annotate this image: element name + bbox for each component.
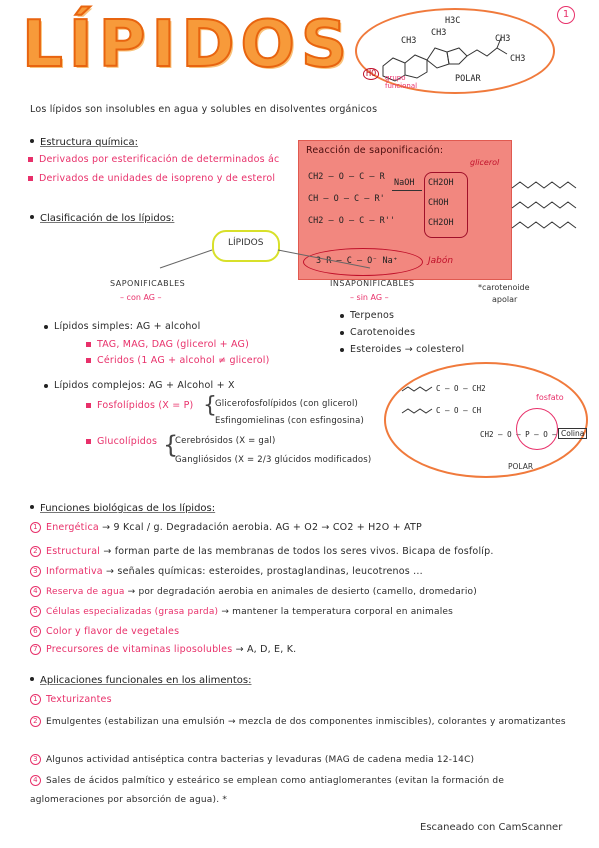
gluco-item: Cerebrósidos (X = gal) [175,436,276,446]
simples-item [86,355,270,366]
brace: { [163,431,179,459]
classification-arrows [130,240,430,300]
simples-line [44,321,200,332]
funcion-item [30,606,453,617]
reactant-line: CH2 – O – C – R [308,172,385,182]
number-badge: 2 [30,716,41,727]
funcion-item [30,522,422,533]
intro-text: Los lípidos son insolubles en agua y solubles en disolventes orgánicos [30,104,378,115]
fatty-acid-chains-drawing [510,178,594,248]
soap-formula: 3 R – C – O⁻ Na⁺ [316,256,398,266]
product-line: CH2OH [428,218,454,228]
lipidos-cloud-label: LÍPIDOS [228,238,264,248]
insap-item-text: Esteroides → colesterol [350,344,465,355]
insap-item [340,327,415,338]
number-badge: 3 [30,754,41,765]
funciones-heading [30,496,215,515]
methyl-label: CH3 [431,28,447,38]
funcion-text: → mantener la temperatura corporal en animales [221,607,454,617]
polar-label: POLAR [455,74,481,84]
funcion-label: Energética [46,522,99,533]
aplicacion-item [30,752,575,769]
reactant-line: CH2 – O – C – R'' [308,216,395,226]
glycerol-label: glicerol [470,158,500,167]
con-ag-label: – con AG – [120,293,162,302]
estructura-item [28,154,279,165]
simples-item-text: Céridos (1 AG + alcohol ≠ glicerol) [97,355,270,366]
hydroxyl-group: HO [363,68,379,80]
estructura-item [28,173,275,184]
page-title: LÍPIDOS [22,8,353,82]
saponificables-label: SAPONIFICABLES [110,279,186,288]
reagent-label: NaOH [394,178,415,188]
funcion-item [30,566,423,577]
estructura-item-text: Derivados por esterificación de determinados ác [39,154,280,165]
fosfo-label-text: Fosfolípidos (X = P) [97,400,194,411]
funcion-text: → 9 Kcal / g. Degradación aerobia. AG + O2 → CO2 + H2O + ATP [102,522,422,533]
gluco-item: Gangliósidos (X = 2/3 glúcidos modificados) [175,455,372,465]
estructura-heading-text: Estructura química: [40,137,139,148]
funcion-label: Reserva de agua [46,587,125,597]
carotenoid-note: *carotenoide [478,283,530,292]
methyl-label: H3C [445,16,461,26]
fosfo-item: Esfingomielinas (con esfingosina) [215,416,365,426]
fosfo-item: Glicerofosfolípidos (con glicerol) [215,399,359,409]
aplicacion-item [30,714,575,731]
page-number: 1 [557,6,575,24]
funcion-label: Estructural [46,546,101,557]
number-badge: 4 [30,586,41,597]
insap-item-text: Carotenoides [350,327,416,338]
funcion-item [30,626,179,637]
insaponificables-label: INSAPONIFICABLES [330,279,415,288]
complejos-line [44,380,235,391]
funcion-text: → A, D, E, K. [235,644,297,655]
phospholipid-chain: C – O – CH [436,406,482,415]
reactant-line: CH – O – C – R' [308,194,385,204]
simples-item-text: TAG, MAG, DAG (glicerol + AG) [97,339,250,350]
soap-label: Jabón [428,256,454,266]
functional-group-label: grupo funcional [385,74,418,90]
funcion-item [30,586,477,597]
aplicacion-item [30,694,112,705]
insap-item [340,310,394,321]
number-badge: 5 [30,606,41,617]
funcion-text: → por degradación aerobia en animales de desierto (camello, dromedario) [127,587,477,597]
insap-item [340,344,464,355]
number-badge: 7 [30,644,41,655]
clasificacion-heading [30,206,174,225]
estructura-heading [30,130,138,149]
aplicaciones-heading [30,668,252,687]
number-badge: 1 [30,522,41,533]
sin-ag-label: – sin AG – [350,293,389,302]
phosphate-circle [516,408,558,450]
phospholipid-polar-label: POLAR [508,462,534,471]
product-line: CHOH [428,198,449,208]
product-line: CH2OH [428,178,454,188]
fosfo-label [86,400,193,411]
funcion-label: Células especializadas (grasa parda) [46,607,219,617]
funcion-label: Color y flavor de vegetales [46,626,180,637]
funciones-heading-text: Funciones biológicas de los lípidos: [40,503,216,514]
aplicacion-text: Sales de ácidos palmítico y esteárico se emplean como antiaglomerantes (evitan la formación de aglomeraciones por absorción de agua). * [30,776,505,805]
number-badge: 3 [30,566,41,577]
saponification-title: Reacción de saponificación: [306,145,444,156]
number-badge: 4 [30,775,41,786]
funcion-text: → señales químicas: esteroides, prostaglandinas, leucotrenos ... [106,566,423,577]
steroid-molecule [355,8,555,93]
complejos-text: Lípidos complejos: AG + Alcohol + X [54,380,235,391]
colina-label: Colina [558,428,587,439]
number-badge: 6 [30,626,41,637]
scanner-footer: Escaneado con CamScanner [420,822,563,833]
phospholipid-chain: CH2 – O – P – O – [480,430,557,439]
funcion-label: Precursores de vitaminas liposolubles [46,644,233,655]
aplicaciones-heading-text: Aplicaciones funcionales en los alimentos: [40,675,252,686]
simples-text: Lípidos simples: AG + alcohol [54,321,201,332]
methyl-label: CH3 [495,34,511,44]
simples-item [86,339,249,350]
funcion-item [30,644,296,655]
aplicacion-item [30,772,575,810]
number-badge: 1 [30,694,41,705]
reaction-arrow [392,190,422,191]
clasificacion-heading-text: Clasificación de los lípidos: [40,213,175,224]
carotenoid-note: apolar [492,295,518,304]
aplicacion-text: Algunos actividad antiséptica contra bacterias y levaduras (MAG de cadena media 12-14C) [46,755,475,765]
funcion-label: Informativa [46,566,103,577]
methyl-label: CH3 [401,36,417,46]
number-badge: 2 [30,546,41,557]
brace: { [203,393,217,418]
gluco-label-text: Glucolípidos [97,436,158,447]
aplicacion-text: Emulgentes (estabilizan una emulsión → mezcla de dos componentes inmiscibles), colorantes y aromatizantes [46,717,566,727]
methyl-label: CH3 [510,54,526,64]
funcion-item [30,546,494,557]
estructura-item-text: Derivados de unidades de isopreno y de esterol [39,173,276,184]
gluco-label [86,436,157,447]
fosfato-label: fosfato [536,393,564,402]
insap-item-text: Terpenos [350,310,395,321]
aplicacion-text: Texturizantes [46,694,112,705]
funcion-text: → forman parte de las membranas de todos los seres vivos. Bicapa de fosfolíp. [103,546,494,557]
phospholipid-chain: C – O – CH2 [436,384,486,393]
